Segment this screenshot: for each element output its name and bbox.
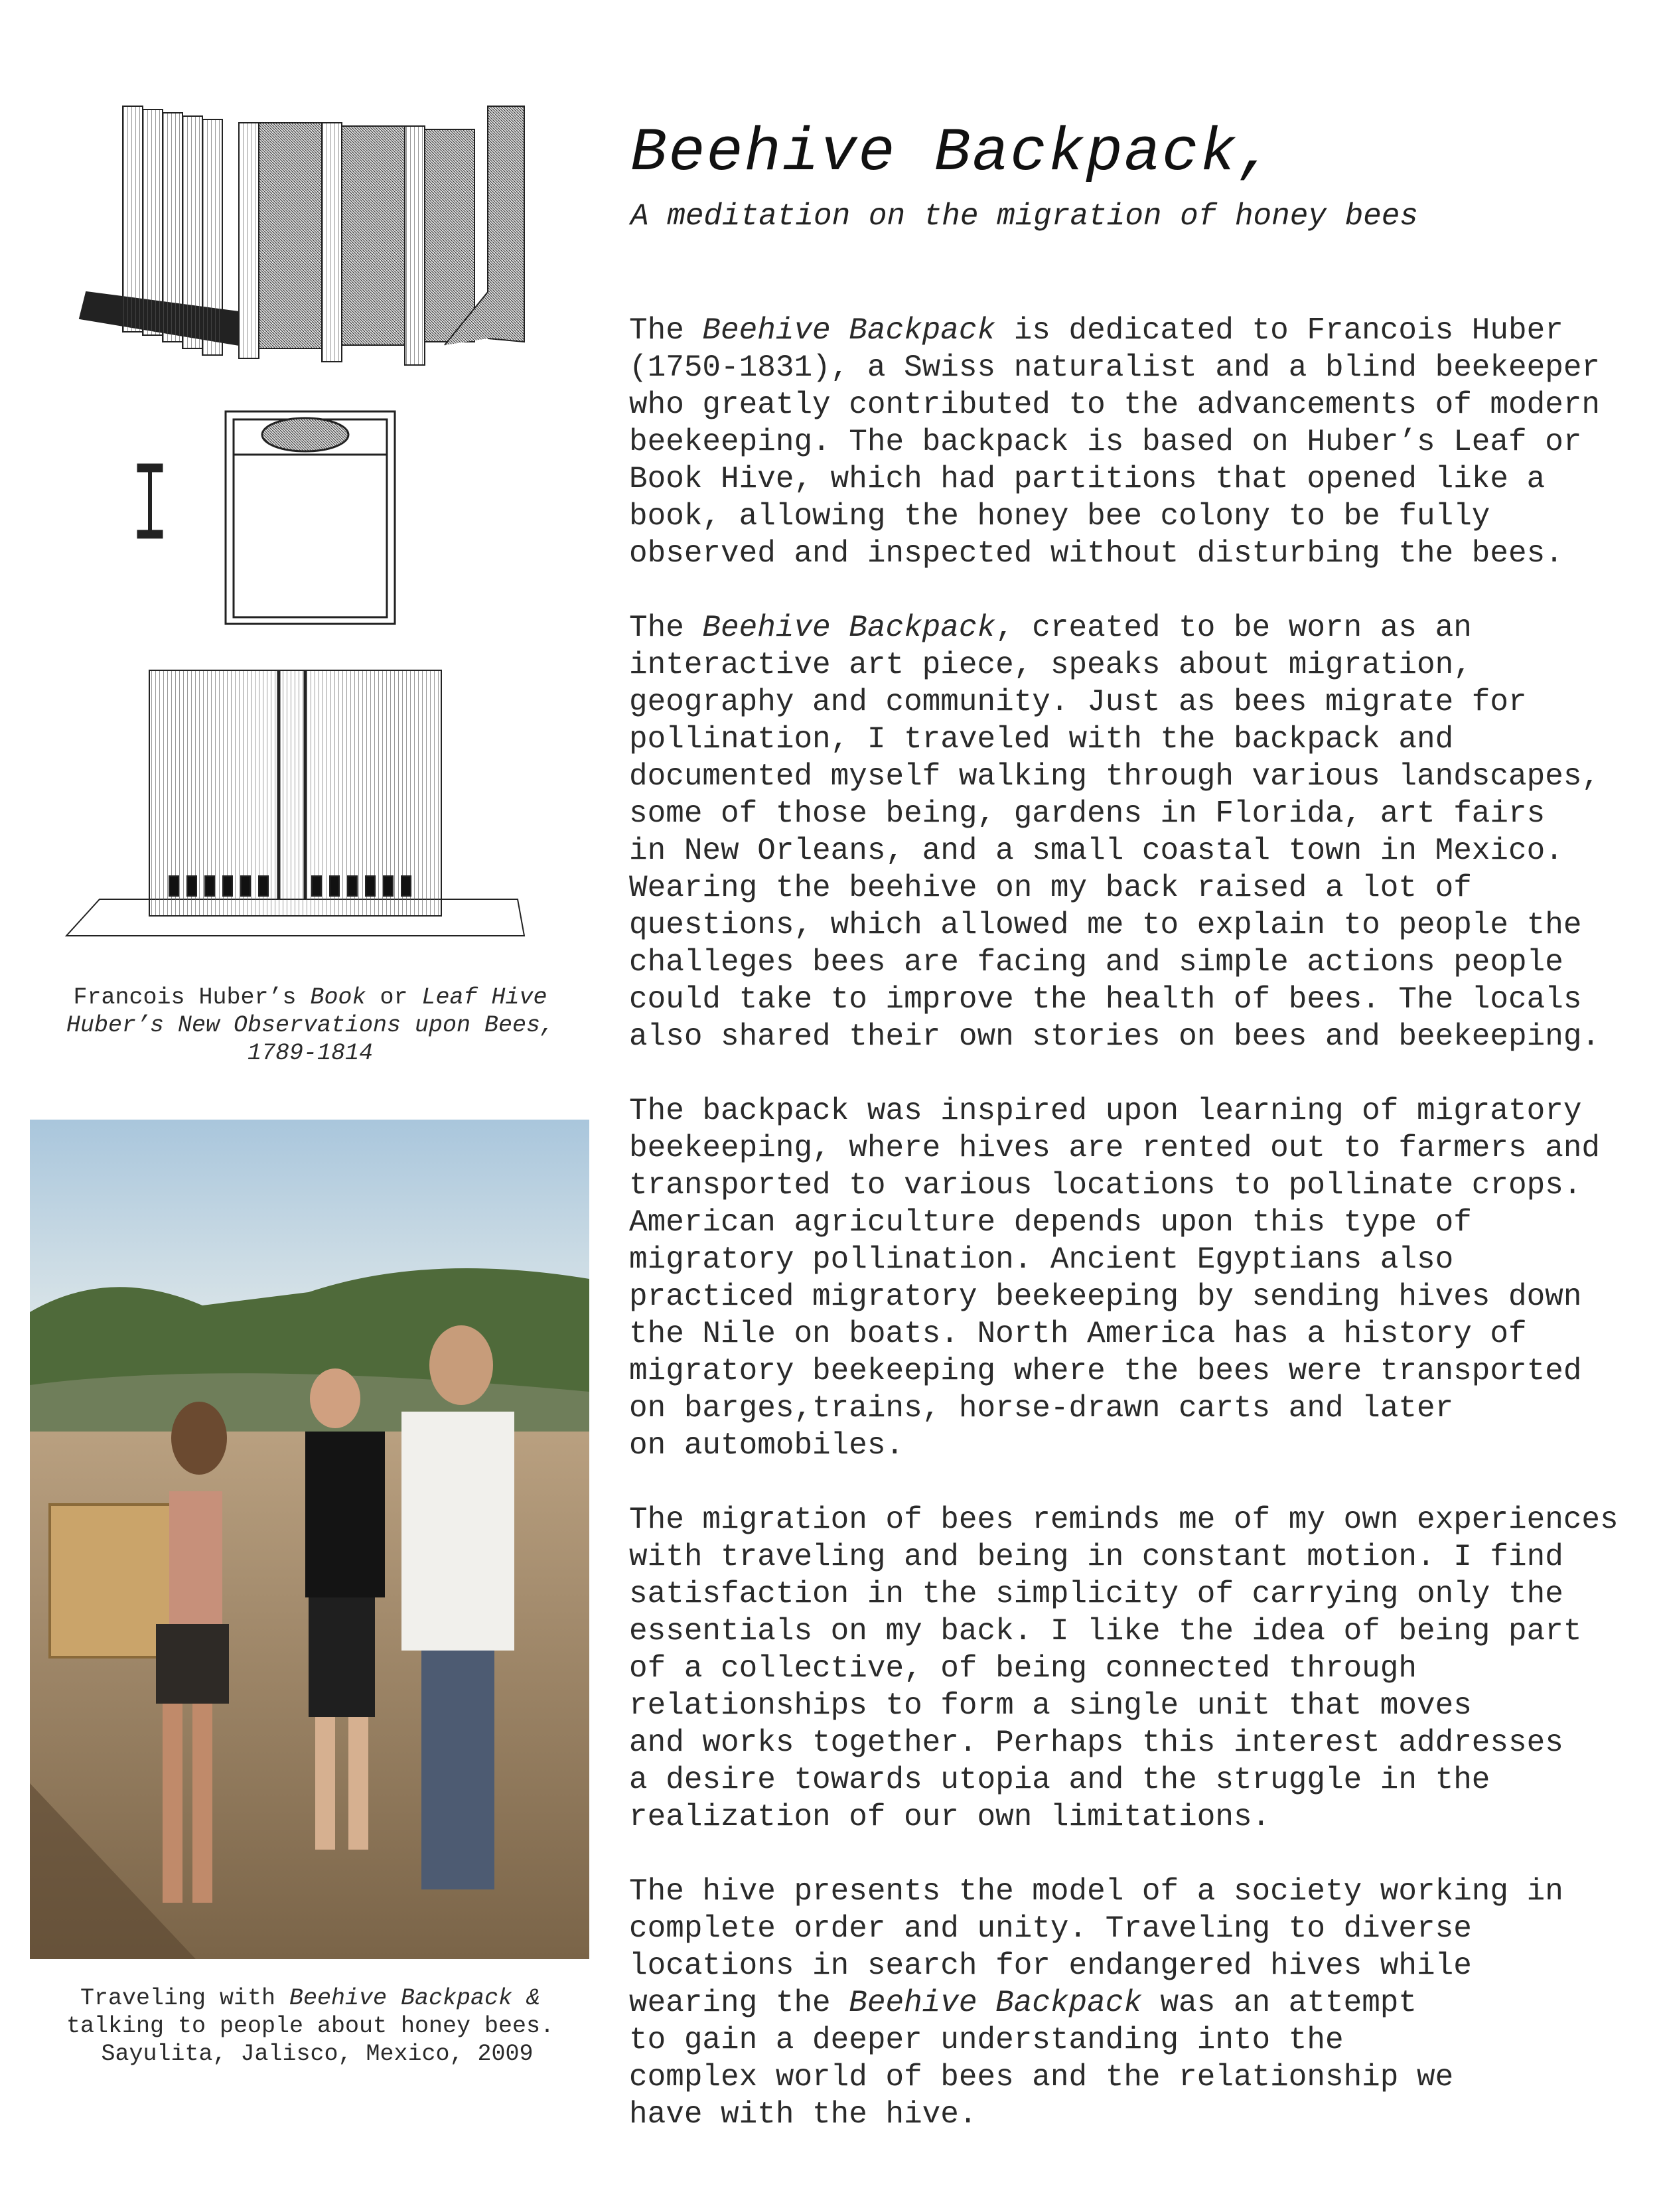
text-line bbox=[629, 981, 1619, 1018]
text-segment: questions, which allowed me to explain to people the bbox=[629, 908, 1582, 942]
text-segment: relationships to form a single unit that moves bbox=[629, 1688, 1472, 1723]
text-segment: on barges,trains, horse-drawn carts and later bbox=[629, 1391, 1454, 1426]
text-line bbox=[629, 1501, 1619, 1538]
beach-photo bbox=[30, 1120, 589, 1959]
text-line bbox=[629, 1576, 1619, 1613]
text-line bbox=[629, 795, 1619, 832]
page-subtitle: A meditation on the migration of honey bees bbox=[630, 199, 1418, 234]
paragraph bbox=[629, 312, 1619, 572]
text-line bbox=[629, 1650, 1619, 1687]
text-segment: interactive art piece, speaks about migration, bbox=[629, 648, 1472, 682]
text-segment: beekeeping. The backpack is based on Huber’s Leaf or bbox=[629, 425, 1582, 459]
text-line bbox=[629, 1278, 1619, 1315]
text-segment: challeges bees are facing and simple actions people bbox=[629, 945, 1563, 980]
text-segment: Wearing the beehive on my back raised a lot of bbox=[629, 871, 1472, 905]
text-line bbox=[629, 2059, 1619, 2096]
text-line bbox=[629, 2022, 1619, 2059]
text-segment: have with the hive. bbox=[629, 2097, 977, 2132]
text-segment: the Nile on boats. North America has a history of bbox=[629, 1317, 1527, 1351]
italic-text: Beehive Backpack bbox=[702, 611, 996, 645]
text-segment: observed and inspected without disturbing the bees. bbox=[629, 536, 1563, 571]
text-line bbox=[629, 312, 1619, 349]
text-line bbox=[629, 684, 1619, 721]
text-segment: beekeeping, where hives are rented out to farmers and bbox=[629, 1131, 1601, 1165]
text-line bbox=[629, 423, 1619, 461]
text-segment: American agriculture depends upon this type of bbox=[629, 1205, 1472, 1240]
paragraph bbox=[629, 1092, 1619, 1464]
text-segment: a desire towards utopia and the struggle in the bbox=[629, 1763, 1490, 1797]
text-line bbox=[629, 646, 1619, 684]
text-line bbox=[629, 1167, 1619, 1204]
text-segment: locations in search for endangered hives while bbox=[629, 1949, 1472, 1983]
text-line bbox=[629, 498, 1619, 535]
italic-text: Book bbox=[310, 984, 366, 1011]
text-segment: pollination, I traveled with the backpack and bbox=[629, 722, 1454, 757]
text-segment: could take to improve the health of bees. The locals bbox=[629, 982, 1582, 1017]
text-segment: The migration of bees reminds me of my own experiences bbox=[629, 1503, 1619, 1537]
text-segment: who greatly contributed to the advancements of modern bbox=[629, 388, 1601, 422]
italic-text: Huber’s New Observations upon Bees, bbox=[66, 1012, 555, 1039]
text-line bbox=[27, 1039, 594, 1067]
text-line bbox=[629, 1390, 1619, 1427]
text-segment: The backpack was inspired upon learning of migratory bbox=[629, 1094, 1582, 1128]
text-segment: talking to people about honey bees. bbox=[66, 2013, 555, 2039]
text-line bbox=[27, 2040, 594, 2068]
text-segment: Traveling with bbox=[80, 1985, 289, 2012]
text-segment: , created to be worn as an bbox=[995, 611, 1472, 645]
text-line bbox=[629, 1613, 1619, 1650]
text-segment: Francois Huber’s bbox=[73, 984, 311, 1011]
italic-text: 1789-1814 bbox=[247, 1040, 374, 1067]
text-segment: of a collective, of being connected through bbox=[629, 1651, 1417, 1686]
text-segment: was an attempt bbox=[1141, 1986, 1417, 2020]
text-line bbox=[629, 758, 1619, 795]
text-segment: also shared their own stories on bees and beekeeping. bbox=[629, 1019, 1601, 1054]
text-segment: is dedicated to Francois Huber bbox=[995, 313, 1563, 348]
text-line bbox=[629, 1353, 1619, 1390]
text-segment: wearing the bbox=[629, 1986, 849, 2020]
text-segment: The hive presents the model of a society working in bbox=[629, 1874, 1563, 1909]
article-body bbox=[629, 312, 1619, 2170]
text-segment: complete order and unity. Traveling to diverse bbox=[629, 1911, 1472, 1946]
text-segment: (1750-1831), a Swiss naturalist and a blind beekeeper bbox=[629, 350, 1601, 385]
italic-text: Beehive Backpack & bbox=[289, 1985, 541, 2012]
text-segment: documented myself walking through various landscapes, bbox=[629, 759, 1601, 794]
text-line bbox=[629, 832, 1619, 869]
text-line bbox=[629, 1873, 1619, 1910]
text-segment: in New Orleans, and a small coastal town in Mexico. bbox=[629, 834, 1563, 868]
page-title: Beehive Backpack, bbox=[630, 118, 1276, 188]
text-segment: essentials on my back. I like the idea of being part bbox=[629, 1614, 1582, 1649]
text-segment: on automobiles. bbox=[629, 1428, 904, 1463]
text-segment: The bbox=[629, 313, 703, 348]
text-line bbox=[629, 907, 1619, 944]
text-line bbox=[27, 1984, 594, 2012]
text-line bbox=[629, 1761, 1619, 1799]
text-line bbox=[629, 2096, 1619, 2133]
text-line bbox=[629, 1315, 1619, 1353]
paragraph bbox=[629, 1501, 1619, 1836]
italic-text: Leaf Hive bbox=[421, 984, 547, 1011]
text-line bbox=[629, 721, 1619, 758]
text-segment: practiced migratory beekeeping by sending hives down bbox=[629, 1280, 1582, 1314]
text-line bbox=[27, 2012, 594, 2040]
text-line bbox=[629, 869, 1619, 907]
text-segment: Sayulita, Jalisco, Mexico, 2009 bbox=[87, 2041, 534, 2067]
text-line bbox=[629, 1204, 1619, 1241]
text-segment: migratory beekeeping where the bees were transported bbox=[629, 1354, 1582, 1388]
text-line bbox=[629, 349, 1619, 386]
paragraph bbox=[629, 609, 1619, 1055]
text-segment: or bbox=[366, 984, 422, 1011]
text-line bbox=[629, 535, 1619, 572]
text-segment: to gain a deeper understanding into the bbox=[629, 2023, 1344, 2057]
text-segment: migratory pollination. Ancient Egyptians also bbox=[629, 1242, 1454, 1277]
text-line bbox=[629, 1687, 1619, 1724]
text-line bbox=[27, 984, 594, 1011]
text-segment: with traveling and being in constant motion. I find bbox=[629, 1540, 1563, 1574]
text-line bbox=[629, 386, 1619, 423]
text-line bbox=[629, 1018, 1619, 1055]
text-segment: satisfaction in the simplicity of carrying only the bbox=[629, 1577, 1563, 1611]
text-segment: realization of our own limitations. bbox=[629, 1800, 1271, 1834]
text-segment: The bbox=[629, 611, 703, 645]
text-segment: complex world of bees and the relationship we bbox=[629, 2060, 1454, 2095]
italic-text: Beehive Backpack bbox=[702, 313, 996, 348]
text-line bbox=[629, 1799, 1619, 1836]
text-segment: and works together. Perhaps this interest addresses bbox=[629, 1726, 1563, 1760]
text-line bbox=[629, 461, 1619, 498]
text-line bbox=[629, 1910, 1619, 1947]
text-line bbox=[27, 1011, 594, 1039]
text-line bbox=[629, 1241, 1619, 1278]
text-line bbox=[629, 1427, 1619, 1464]
text-segment: book, allowing the honey bee colony to be fully bbox=[629, 499, 1490, 534]
text-line bbox=[629, 1724, 1619, 1761]
italic-text: Beehive Backpack bbox=[849, 1986, 1142, 2020]
photo-caption bbox=[27, 1984, 594, 2068]
text-line bbox=[629, 1538, 1619, 1576]
text-segment: transported to various locations to pollinate crops. bbox=[629, 1168, 1582, 1203]
text-segment: some of those being, gardens in Florida, art fairs bbox=[629, 796, 1546, 831]
book-hive-engraving bbox=[60, 93, 538, 962]
engraving-caption bbox=[27, 984, 594, 1067]
text-line bbox=[629, 1130, 1619, 1167]
text-line bbox=[629, 1947, 1619, 1984]
text-line bbox=[629, 944, 1619, 981]
text-segment: geography and community. Just as bees migrate for bbox=[629, 685, 1527, 719]
paragraph bbox=[629, 1873, 1619, 2133]
text-line bbox=[629, 609, 1619, 646]
text-line bbox=[629, 1984, 1619, 2022]
text-segment: Book Hive, which had partitions that opened like a bbox=[629, 462, 1546, 496]
text-line bbox=[629, 1092, 1619, 1130]
